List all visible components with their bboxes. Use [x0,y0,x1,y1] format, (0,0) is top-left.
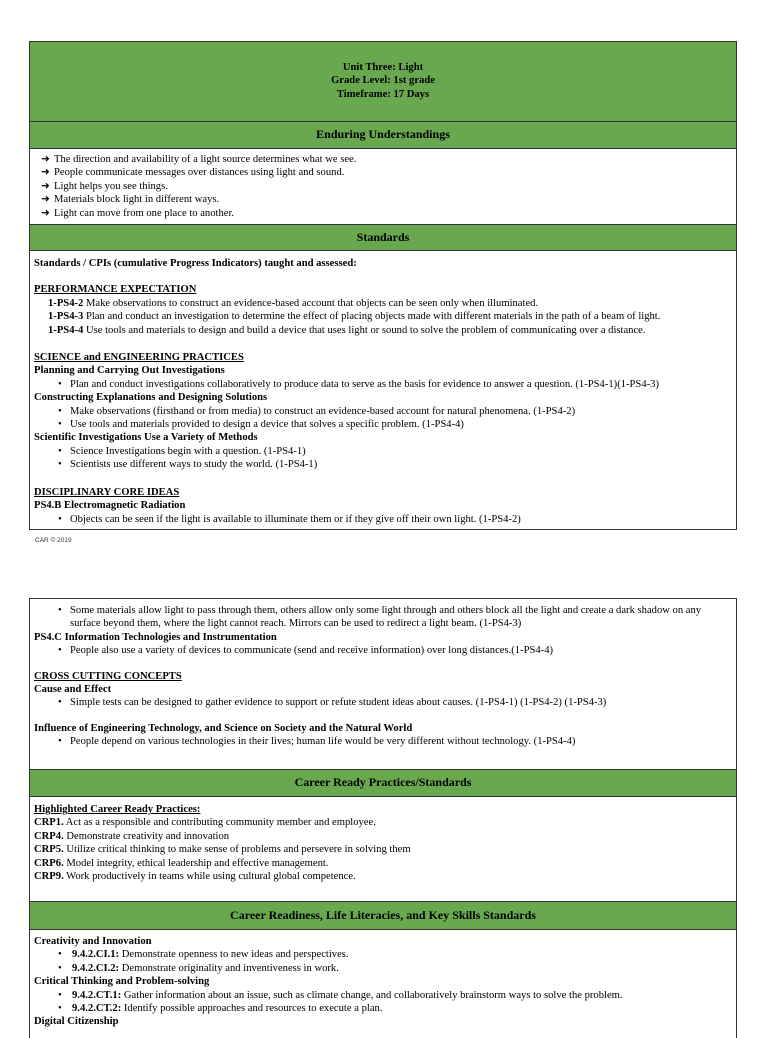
list-item: • 9.4.2.CT.1: Gather information about an issue, such as climate change, and collaboratively brainstorm ways to solve the problem. [34,989,732,1002]
sep-list [34,378,732,391]
pe-item: 1-PS4-3 Plan and conduct an investigation to determine the effect of placing objects made with different materials in the path of a beam of light. [48,311,661,323]
arrow-icon: ➜ [41,207,50,219]
crp-item: CRP6. Model integrity, ethical leadership and effective management. [34,857,329,869]
enduring-list [30,153,736,220]
enduring-understandings-header [30,122,736,149]
list-item: ➜ Light helps you see things. [41,180,168,192]
list-item: • Scientists use different ways to study the world. (1-PS4-1) [34,458,732,471]
page-one-table [29,41,737,530]
list-item: • Objects can be seen if the light is available to illuminate them or if they give off their own light. (1-PS4-2) [34,513,732,526]
list-item: • People also use a variety of devices to communicate (send and receive information) over long distances.(1-PS4-4) [34,644,732,657]
sep-subheading: Scientific Investigations Use a Variety of Methods [34,432,258,444]
crp-item: CRP9. Work productively in teams while using cultural global competence. [34,871,356,883]
list-item: • Simple tests can be designed to gather evidence to support or refute student ideas about causes. (1-PS4-1) (1-PS4-2) (1-PS4-3) [34,696,732,709]
list-item: ➜ The direction and availability of a light source determines what we see. [41,154,357,165]
career-ready-heading: Highlighted Career Ready Practices: [34,804,201,815]
sep-list [34,445,732,472]
career-ready-title: Career Ready Practices/Standards [294,775,472,790]
skills-subheading: Creativity and Innovation [34,936,152,947]
arrow-icon: ➜ [41,167,50,179]
standards-continued-body [30,599,736,770]
crp-item: CRP1. Act as a responsible and contributing community member and employee. [34,817,376,829]
grade-level: Grade Level: 1st grade [331,75,435,87]
list-item: • Some materials allow light to pass through them, others allow only some light through and others block all the light and create a dark shadow on any surface beyond them, where the light cannot reach. Mirrors can be used to redirect a light beam. (1-PS4-3) [34,604,732,631]
sep-subheading: Planning and Carrying Out Investigations [34,365,225,377]
list-item: • Science Investigations begin with a question. (1-PS4-1) [34,445,732,458]
standards-body [30,251,736,526]
arrow-icon: ➜ [41,194,50,206]
list-item: • Plan and conduct investigations collaboratively to produce data to serve as the basis for evidence to answer a question. (1-PS4-1)(1-PS4-3) [34,378,732,391]
sep-subheading: Constructing Explanations and Designing Solutions [34,392,268,404]
dci-subheading: PS4.B Electromagnetic Radiation [34,500,186,512]
crp-item: CRP5. Utilize critical thinking to make sense of problems and persevere in solving them [34,844,411,856]
disciplinary-core-ideas-heading: DISCIPLINARY CORE IDEAS [34,486,180,498]
standards-intro: Standards / CPIs (cumulative Progress Indicators) taught and assessed: [34,258,357,269]
dci-list [34,644,732,657]
list-item: ➜ Materials block light in different ways. [41,194,220,206]
list-item: • Make observations (firsthand or from media) to construct an evidence-based account for natural phenomena. (1-PS4-2) [34,405,732,418]
list-item: • 9.4.2.CI.2: Demonstrate originality and inventiveness in work. [34,962,732,975]
skills-list [34,948,732,975]
ccc-subheading: Cause and Effect [34,684,112,696]
career-ready-header [30,770,736,797]
skills-subheading: Digital Citizenship [34,1016,119,1028]
list-item: • People depend on various technologies in their lives; human life would be very different without technology. (1-PS4-4) [34,735,732,748]
ccc-list [34,696,732,709]
dci-subheading: PS4.C Information Technologies and Instrumentation [34,631,277,643]
career-ready-body [30,797,736,902]
list-item: • Use tools and materials provided to design a device that solves a specific problem. (1-PS4-4) [34,418,732,431]
page-two-table [29,598,737,1038]
unit-title: Unit Three: Light [342,62,424,73]
standards-header [30,225,736,251]
skills-list [34,989,732,1016]
copyright-footer: CAR © 2019 [35,537,72,544]
timeframe: Timeframe: 17 Days [336,88,430,100]
sep-list [34,405,732,432]
skills-subheading: Critical Thinking and Problem-solving [34,976,210,988]
arrow-icon: ➜ [41,180,50,192]
list-item: • 9.4.2.CI.1: Demonstrate openness to new ideas and perspectives. [34,948,732,961]
list-item: ➜ Light can move from one place to another. [41,207,235,219]
list-item: ➜ People communicate messages over distances using light and sound. [41,167,345,179]
performance-expectation-heading: PERFORMANCE EXPECTATION [34,284,197,296]
crp-item: CRP4. Demonstrate creativity and innovation [34,830,230,842]
science-engineering-practices-heading: SCIENCE and ENGINEERING PRACTICES [34,352,244,364]
pe-item: 1-PS4-2 Make observations to construct an evidence-based account that objects can be seen only when illuminated. [48,297,539,309]
life-literacies-title: Career Readiness, Life Literacies, and Key Skills Standards [230,907,536,922]
life-literacies-body [30,930,736,1029]
unit-header [30,42,736,122]
ccc-subheading: Influence of Engineering Technology, and Science on Society and the Natural World [34,722,413,734]
enduring-understandings-title: Enduring Understandings [316,127,450,142]
pe-item: 1-PS4-4 Use tools and materials to design and build a device that uses light or sound to solve the problem of communicating over a distance. [48,324,646,336]
life-literacies-header [30,902,736,930]
cross-cutting-concepts-heading: CROSS CUTTING CONCEPTS [34,670,182,682]
enduring-understandings-body [30,149,736,225]
standards-title: Standards [356,229,410,244]
arrow-icon: ➜ [41,154,50,165]
dci-list [34,513,732,526]
dci-list [34,604,732,631]
ccc-list [34,735,732,748]
list-item: • 9.4.2.CT.2: Identify possible approaches and resources to execute a plan. [34,1002,732,1015]
